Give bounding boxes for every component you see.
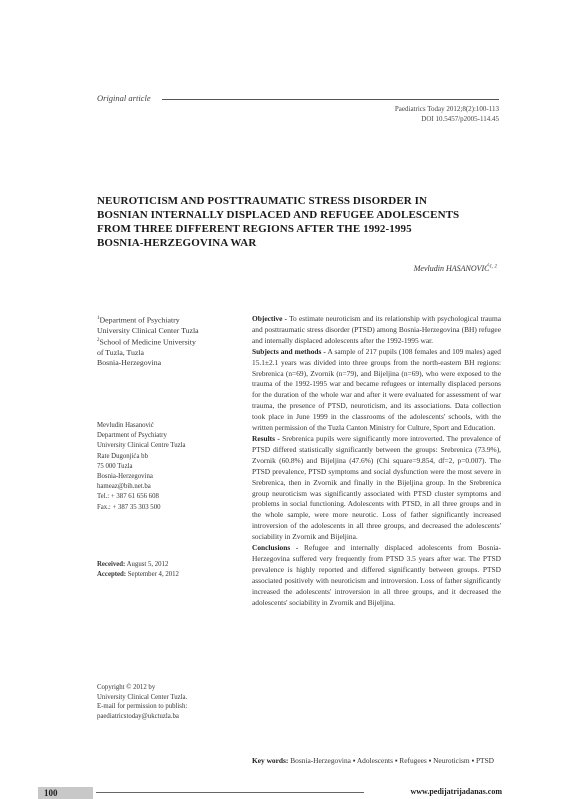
- abstract-results: [252, 434, 501, 543]
- contact-street: Rate Dugonjića bb: [97, 452, 148, 460]
- accepted-value: September 4, 2012: [126, 571, 179, 579]
- footer-url[interactable]: www.pedijatrijadanas.com: [410, 787, 502, 796]
- contact-city: 75 000 Tuzla: [97, 462, 133, 470]
- article-type: Original article: [97, 93, 151, 103]
- journal-line-1: Paediatrics Today 2012;8(2):100-113: [394, 105, 499, 113]
- aff2-line-2: of Tuzla, Tuzla: [97, 347, 145, 357]
- title-line-4: BOSNIA-HERZEGOVINA WAR: [97, 237, 257, 249]
- conclusions-label: Conclusions -: [252, 543, 299, 553]
- contact-name: Mevludin Hasanović: [97, 422, 154, 429]
- abstract: [252, 314, 501, 608]
- title-line-1: NEUROTICISM AND POSTTRAUMATIC STRESS DISORDER IN: [97, 195, 428, 207]
- keywords: [252, 756, 501, 767]
- aff2-sup: 2: [97, 338, 100, 343]
- contact-tel: Tel.: + 387 61 656 608: [97, 493, 159, 501]
- results-text: Srebrenica pupils were significantly more introverted. The prevalence of PTSD differed statistically significantly between the groups: Srebrenica (73.9%), Zvornik (60.8%) and Bijeljina (47.6%) (Chi square=9.854, df=2, p=0.007). The PTSD prevalence, PTSD symptoms and social dysfunction were the most severe in Srebrenica, then in Zvornik and finally in the Bijeljina group. In the Srebrenica group neuroticism was significantly associated with PTSD cluster symptoms and problems in social functioning. Adolescents with PTSD, in all three groups and in the whole sample, were more neurotic. Loss of father significantly increased introversion of the adolescents in all three groups, and decreased the adolescents' sociability in Zvornik and Bijeljina.: [252, 433, 501, 542]
- received-value: August 5, 2012: [125, 561, 169, 568]
- contact-email[interactable]: hameaz@bih.net.ba: [97, 483, 151, 491]
- copyright-line-3: E-mail for permission to publish:: [97, 703, 188, 711]
- affiliations: [97, 314, 247, 368]
- objective-text: To estimate neuroticism and its relationship with psychological trauma and posttraumatic stress disorder (PTSD) among Bosnia-Herzegovina (BH) refugee and internally displaced adolescents after the 1992-1995 war.: [252, 314, 501, 345]
- title-line-2: BOSNIAN INTERNALLY DISPLACED AND REFUGEE ADOLESCENTS: [97, 209, 460, 221]
- keywords-text: Bosnia-Herzegovina ▪ Adolescents ▪ Refugees ▪ Neuroticism ▪ PTSD: [288, 756, 495, 765]
- copyright-line-2: University Clinical Center Tuzla.: [97, 693, 188, 701]
- author: [414, 264, 497, 273]
- footer-rule: [96, 792, 364, 793]
- copyright: [97, 683, 247, 721]
- objective-label: Objective -: [252, 314, 288, 323]
- copyright-email[interactable]: paediatricstoday@ukctuzla.ba: [97, 712, 179, 720]
- dates: [97, 560, 247, 580]
- contact-dept: Department of Psychiatry: [97, 432, 167, 440]
- aff2-line-3: Bosnia-Herzegovina: [97, 358, 162, 367]
- contact-fax: Fax.: + 387 35 303 500: [97, 503, 161, 511]
- page-number: 100: [38, 787, 93, 799]
- abstract-conclusions: [252, 543, 501, 608]
- abstract-methods: [252, 347, 501, 434]
- aff1-line-2: University Clinical Center Tuzla: [97, 325, 199, 335]
- methods-label: Subjects and methods -: [252, 346, 326, 356]
- aff1-sup: 1: [97, 316, 100, 321]
- keywords-label: Key words:: [252, 756, 289, 765]
- contact-center: University Clinical Centre Tuzla: [97, 442, 186, 450]
- author-affiliation-marks: 1, 2: [489, 264, 497, 270]
- aff1-line-1: Department of Psychiatry: [99, 315, 180, 325]
- author-name: Mevludin HASANOVIĆ: [413, 264, 490, 273]
- journal-citation: [395, 104, 499, 124]
- abstract-objective: [252, 314, 501, 347]
- correspondence: [97, 421, 247, 513]
- received-label: Received:: [97, 561, 126, 568]
- conclusions-text: Refugee and internally displaced adolescents from Bosnia-Herzegovina suffered very frequently from PTSD 3.5 years after war. The PTSD prevalence is highly reported and differed significantly between groups. PTSD associated positively with neuroticism and introversion. Loss of father significantly increased the adolescents' introversion in all three groups, and it decreased the adolescents' sociability in Zvornik and Bijeljina.: [252, 543, 501, 607]
- article-title: [97, 194, 497, 250]
- aff2-line-1: School of Medicine University: [99, 337, 196, 347]
- copyright-line-1: Copyright © 2012 by: [97, 684, 156, 691]
- results-label: Results -: [252, 433, 280, 443]
- accepted-label: Accepted:: [97, 571, 127, 579]
- contact-country: Bosnia-Herzegovina: [97, 473, 153, 481]
- methods-text: A sample of 217 pupils (108 females and 109 males) aged 15.1±2.1 years was divided into three groups from the north-eastern BH regions: Srebrenica (n=69), Zvornik (n=79), and Bijeljina (n=69), who were exposed to the trauma of the 1992-1995 war and became refugees or internally displaced persons for the duration of the whole war and after it were evaluated for assessment of war trauma, the presence of PTSD, neuroticism, and its associations. Data collection took place in June 1999 in the classrooms of the adolescents' schools, with the written permission of the Tuzla Canton Ministry for Culture, Sport and Education.: [252, 346, 501, 433]
- title-line-3: FROM THREE DIFFERENT REGIONS AFTER THE 1992-1995: [97, 223, 412, 235]
- journal-line-2: DOI 10.5457/p2005-114.45: [421, 115, 499, 123]
- header-rule: [162, 99, 499, 100]
